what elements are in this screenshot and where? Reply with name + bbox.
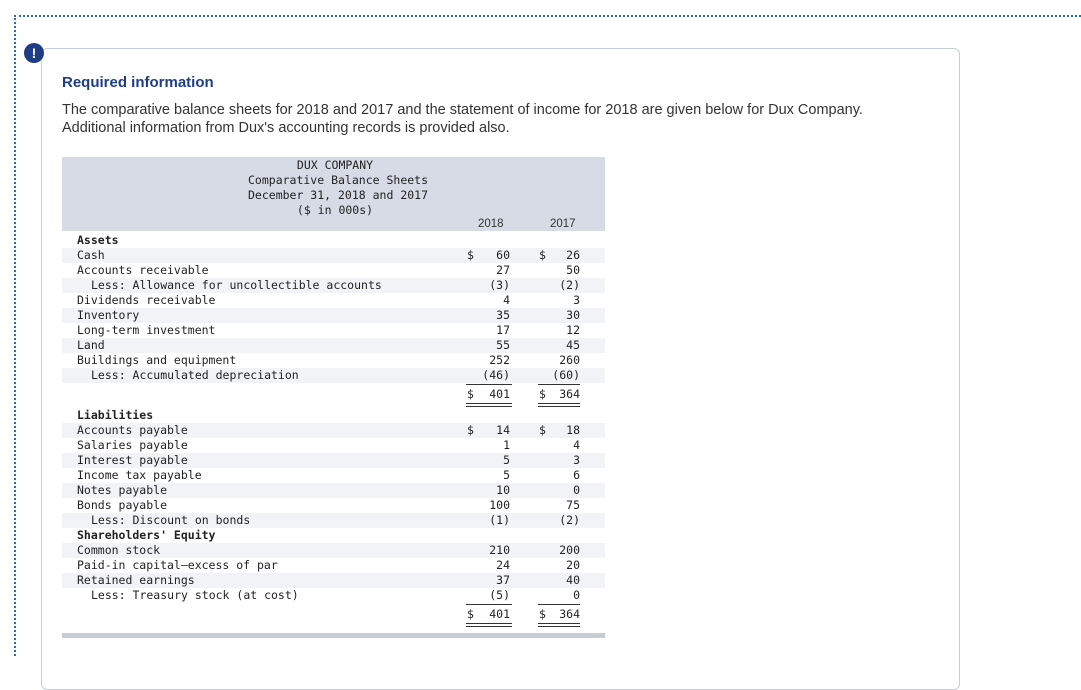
table-row: [62, 278, 605, 293]
row-label: Less: Discount on bonds: [91, 513, 251, 527]
value-2017: 0: [573, 588, 580, 602]
section-heading: Assets: [77, 233, 119, 247]
table-row: [62, 338, 605, 353]
statement-title: Comparative Balance Sheets: [248, 173, 429, 187]
value-2018: 4: [503, 293, 510, 307]
table-row: [62, 558, 605, 573]
row-label: Buildings and equipment: [77, 353, 237, 367]
equity-heading-row: [62, 528, 605, 543]
value-2018: 55: [496, 338, 510, 352]
value-2018: (5): [489, 588, 510, 602]
total-2017: 364: [559, 607, 580, 621]
dotted-border-left: [14, 15, 16, 656]
value-2018: 5: [503, 468, 510, 482]
value-2017: 12: [566, 323, 580, 337]
value-2018: 5: [503, 453, 510, 467]
currency-symbol: $: [539, 248, 546, 262]
value-2017: 45: [566, 338, 580, 352]
required-information-title: Required information: [62, 74, 214, 91]
value-2017: 20: [566, 558, 580, 572]
table-row: [62, 368, 605, 383]
dotted-border-top: [14, 15, 1081, 17]
value-2017: (2): [559, 278, 580, 292]
value-2018: (46): [482, 368, 510, 382]
row-label: Inventory: [77, 308, 140, 322]
subtotal-underline: [538, 604, 580, 605]
section-heading: Liabilities: [77, 408, 154, 422]
value-2017: (60): [552, 368, 580, 382]
table-row: [62, 423, 605, 438]
row-label: Notes payable: [77, 483, 168, 497]
value-2017: (2): [559, 513, 580, 527]
value-2018: 37: [496, 573, 510, 587]
subtotal-underline: [466, 604, 512, 605]
liabilities-heading-row: [62, 408, 605, 423]
table-row: [62, 513, 605, 528]
section-heading: Shareholders' Equity: [77, 528, 216, 542]
row-label: Income tax payable: [77, 468, 202, 482]
table-row: [62, 588, 605, 603]
row-label: Land: [77, 338, 105, 352]
row-label: Less: Treasury stock (at cost): [91, 588, 299, 602]
company-name: DUX COMPANY: [296, 158, 374, 172]
table-row: [62, 438, 605, 453]
row-label: Less: Allowance for uncollectible accounts: [91, 278, 382, 292]
table-row: [62, 263, 605, 278]
balance-sheet-header: [62, 157, 605, 231]
table-row: [62, 308, 605, 323]
liabilities-equity-total-row: [62, 607, 605, 622]
value-2017: 50: [566, 263, 580, 277]
currency-symbol: $: [539, 607, 546, 621]
value-2018: 1: [503, 438, 510, 452]
value-2017: 3: [573, 293, 580, 307]
total-2018: 401: [489, 387, 510, 401]
value-2018: 10: [496, 483, 510, 497]
total-double-underline: [538, 403, 580, 407]
row-label: Salaries payable: [77, 438, 188, 452]
table-row: [62, 353, 605, 368]
value-2017: 75: [566, 498, 580, 512]
value-2018: 17: [496, 323, 510, 337]
currency-symbol: $: [467, 423, 474, 437]
currency-symbol: $: [539, 423, 546, 437]
subtotal-underline: [538, 384, 580, 385]
value-2018: 60: [496, 248, 510, 262]
intro-paragraph: The comparative balance sheets for 2018 and 2017 and the statement of income for 2018 are given below for Dux Company. Additional information from Dux's accounting records is provided also.: [62, 102, 863, 136]
exclamation-icon: !: [24, 43, 44, 63]
row-label: Bonds payable: [77, 498, 168, 512]
table-row: [62, 248, 605, 263]
value-2018: 252: [489, 353, 510, 367]
table-row: [62, 573, 605, 588]
currency-symbol: $: [467, 607, 474, 621]
value-2017: 40: [566, 573, 580, 587]
value-2017: 26: [566, 248, 580, 262]
row-label: Paid-in capital—excess of par: [77, 558, 278, 572]
row-label: Cash: [77, 248, 105, 262]
row-label: Retained earnings: [77, 573, 195, 587]
value-2017: 4: [573, 438, 580, 452]
total-double-underline: [466, 403, 512, 407]
row-label: Less: Accumulated depreciation: [91, 368, 299, 382]
table-row: [62, 293, 605, 308]
table-row: [62, 468, 605, 483]
value-2017: 260: [559, 353, 580, 367]
value-2018: 27: [496, 263, 510, 277]
row-label: Long-term investment: [77, 323, 216, 337]
currency-symbol: $: [467, 248, 474, 262]
assets-total-row: [62, 387, 605, 402]
value-2017: 18: [566, 423, 580, 437]
value-2017: 0: [573, 483, 580, 497]
statement-date: December 31, 2018 and 2017: [248, 188, 429, 202]
value-2018: (1): [489, 513, 510, 527]
balance-sheet-table: [62, 157, 605, 637]
row-label: Common stock: [77, 543, 161, 557]
value-2018: 100: [489, 498, 510, 512]
table-row: [62, 483, 605, 498]
value-2017: 30: [566, 308, 580, 322]
total-double-underline: [466, 623, 512, 627]
row-label: Interest payable: [77, 453, 188, 467]
statement-units: ($ in 000s): [296, 203, 374, 217]
row-label: Dividends receivable: [77, 293, 216, 307]
assets-heading-row: [62, 233, 605, 248]
column-header-2018: 2018: [478, 218, 504, 230]
total-double-underline: [538, 623, 580, 627]
value-2018: (3): [489, 278, 510, 292]
currency-symbol: $: [467, 387, 474, 401]
value-2017: 200: [559, 543, 580, 557]
value-2018: 24: [496, 558, 510, 572]
row-label: Accounts receivable: [77, 263, 209, 277]
total-2017: 364: [559, 387, 580, 401]
value-2017: 3: [573, 453, 580, 467]
table-row: [62, 453, 605, 468]
value-2018: 210: [489, 543, 510, 557]
table-row: [62, 543, 605, 558]
row-label: Accounts payable: [77, 423, 188, 437]
value-2018: 35: [496, 308, 510, 322]
total-2018: 401: [489, 607, 510, 621]
currency-symbol: $: [539, 387, 546, 401]
table-footer-bar: [62, 633, 605, 638]
table-row: [62, 323, 605, 338]
subtotal-underline: [466, 384, 512, 385]
value-2018: 14: [496, 423, 510, 437]
value-2017: 6: [573, 468, 580, 482]
table-row: [62, 498, 605, 513]
column-header-2017: 2017: [550, 218, 576, 230]
